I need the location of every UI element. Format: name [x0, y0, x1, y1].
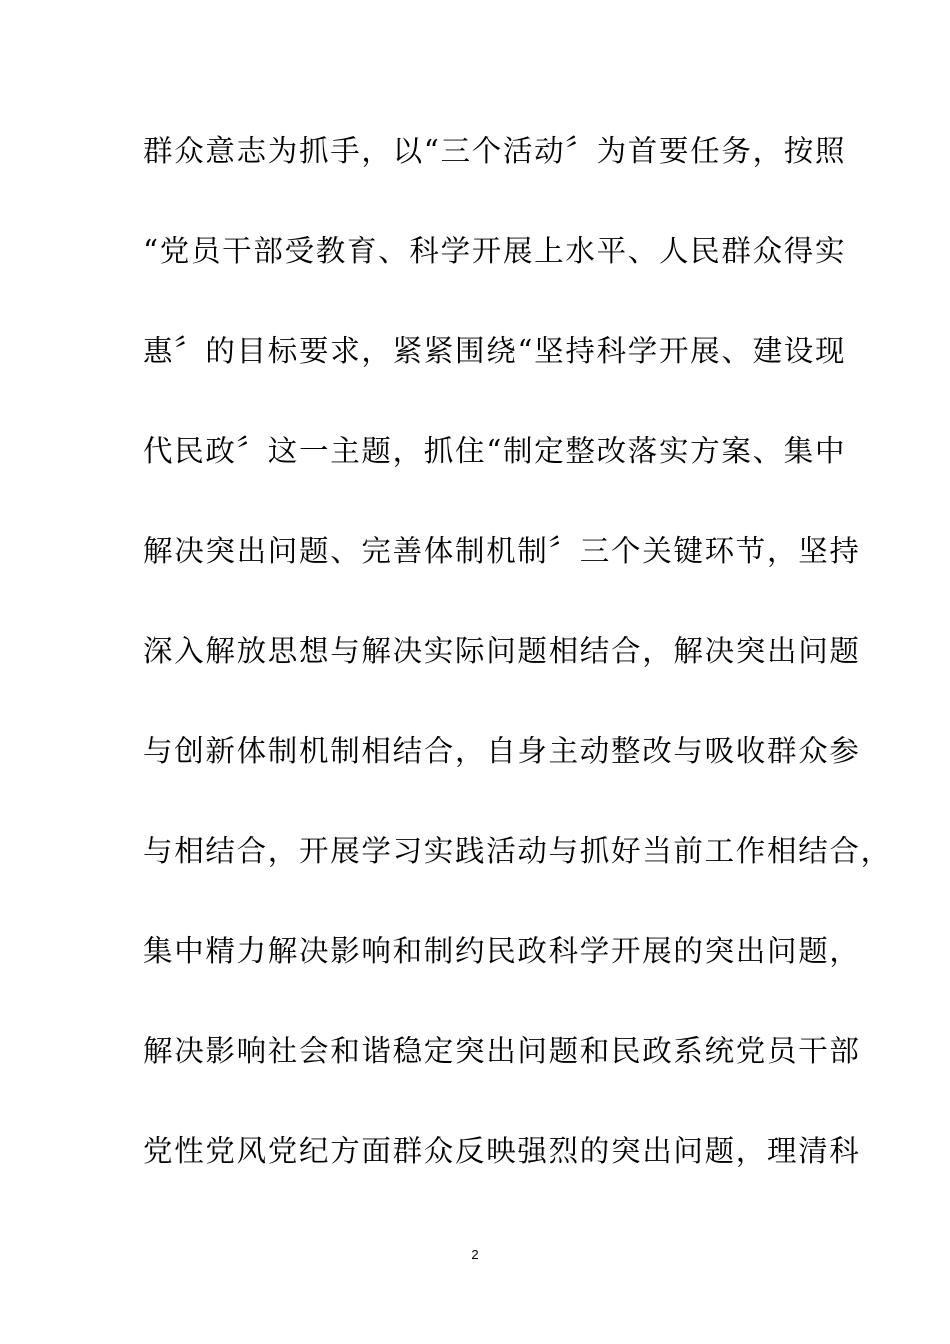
text-line-4: 代民政〞这一主题，抓住“制定整改落实方案、集中 [143, 434, 847, 468]
text-line-11: 党性党风党纪方面群众反映强烈的突出问题，理清科 [143, 1134, 861, 1168]
text-line-6: 深入解放思想与解决实际问题相结合，解决突出问题 [143, 634, 861, 668]
body-text [143, 126, 892, 1226]
text-line-9: 集中精力解决影响和制约民政科学开展的突出问题， [143, 934, 861, 968]
page-number: 2 [471, 1247, 479, 1262]
text-line-1: 群众意志为抓手，以“三个活动〞为首要任务，按照 [143, 134, 847, 168]
text-line-7: 与创新体制机制相结合，自身主动整改与吸收群众参 [143, 734, 861, 768]
text-line-3: 惠〞的目标要求，紧紧围绕“坚持科学开展、建设现 [143, 334, 847, 368]
text-line-2: “党员干部受教育、科学开展上水平、人民群众得实 [143, 234, 847, 268]
text-line-8: 与相结合，开展学习实践活动与抓好当前工作相结合， [143, 834, 892, 868]
text-line-5: 解决突出问题、完善体制机制〞三个关键环节，坚持 [143, 534, 861, 568]
text-line-10: 解决影响社会和谐稳定突出问题和民政系统党员干部 [143, 1034, 861, 1068]
